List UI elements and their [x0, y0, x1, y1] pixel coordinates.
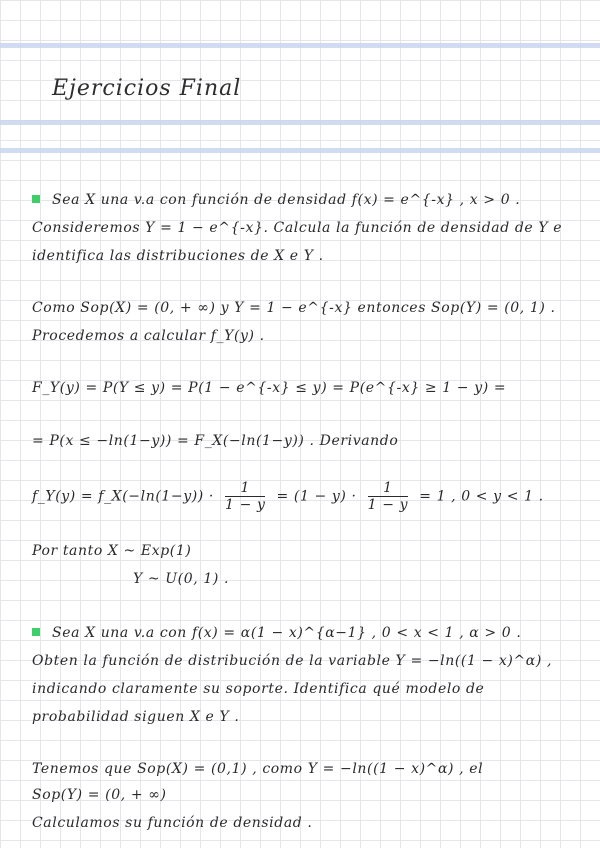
ex2-statement-line-3: indicando claramente su soporte. Identifica qué modelo de — [32, 681, 485, 697]
ex1-statement-text-1: Sea X una v.a con función de densidad f(x) = e^{-x} , x > 0 . — [52, 192, 521, 208]
ex1-cdf-line: F_Y(y) = P(Y ≤ y) = P(1 − e^{-x} ≤ y) = P(e^{-x} ≥ 1 − y) = — [32, 380, 507, 396]
ex1-conclusion-line-1: Por tanto X ~ Exp(1) — [32, 543, 192, 559]
ex1-density-line — [32, 480, 544, 513]
ex2-solution-line-3: Calculamos su función de densidad . — [32, 815, 313, 831]
ex1-statement-line-1 — [32, 191, 520, 209]
fraction-1-denominator: 1 − y — [225, 497, 266, 513]
header-band-bottom — [0, 148, 600, 153]
ex1-density-part-a: f_Y(y) = f_X(−ln(1−y)) · — [32, 488, 214, 505]
ex1-conclusion-line-2: Y ~ U(0, 1) . — [133, 571, 230, 587]
ex1-density-part-b: = (1 − y) · — [276, 488, 357, 505]
bullet-icon — [32, 628, 40, 636]
ex2-statement-line-4: probabilidad siguen X e Y . — [32, 709, 240, 725]
ex1-derivation-line: = P(x ≤ −ln(1−y)) = F_X(−ln(1−y)) . Derivando — [32, 433, 399, 449]
fraction-2 — [368, 480, 408, 513]
header-band-top — [0, 43, 600, 48]
ex1-statement-line-3: identifica las distribuciones de X e Y . — [32, 248, 324, 264]
page-title: Ejercicios Final — [52, 76, 242, 101]
ex2-statement-text-1: Sea X una v.a con f(x) = α(1 − x)^{α−1} , 0 < x < 1 , α > 0 . — [52, 625, 522, 641]
fraction-2-numerator: 1 — [368, 480, 408, 497]
header-band-middle — [0, 120, 600, 125]
ex2-statement-line-2: Obten la función de distribución de la variable Y = −ln((1 − x)^α) , — [32, 653, 553, 669]
ex2-solution-line-1: Tenemos que Sop(X) = (0,1) , como Y = −ln((1 − x)^α) , el — [32, 761, 484, 777]
ex1-density-part-c: = 1 , 0 < y < 1 . — [419, 488, 544, 505]
ex1-solution-line-2: Procedemos a calcular f_Y(y) . — [32, 328, 265, 344]
fraction-1 — [225, 480, 265, 513]
ex1-statement-line-2: Consideremos Y = 1 − e^{-x}. Calcula la función de densidad de Y e — [32, 220, 563, 236]
fraction-2-denominator: 1 − y — [367, 497, 409, 513]
bullet-icon — [32, 195, 40, 203]
fraction-1-numerator: 1 — [225, 480, 265, 497]
ex2-statement-line-1 — [32, 624, 521, 642]
ex2-solution-line-2: Sop(Y) = (0, + ∞) — [32, 787, 167, 803]
ex1-solution-line-1: Como Sop(X) = (0, + ∞) y Y = 1 − e^{-x} entonces Sop(Y) = (0, 1) . — [32, 300, 556, 316]
